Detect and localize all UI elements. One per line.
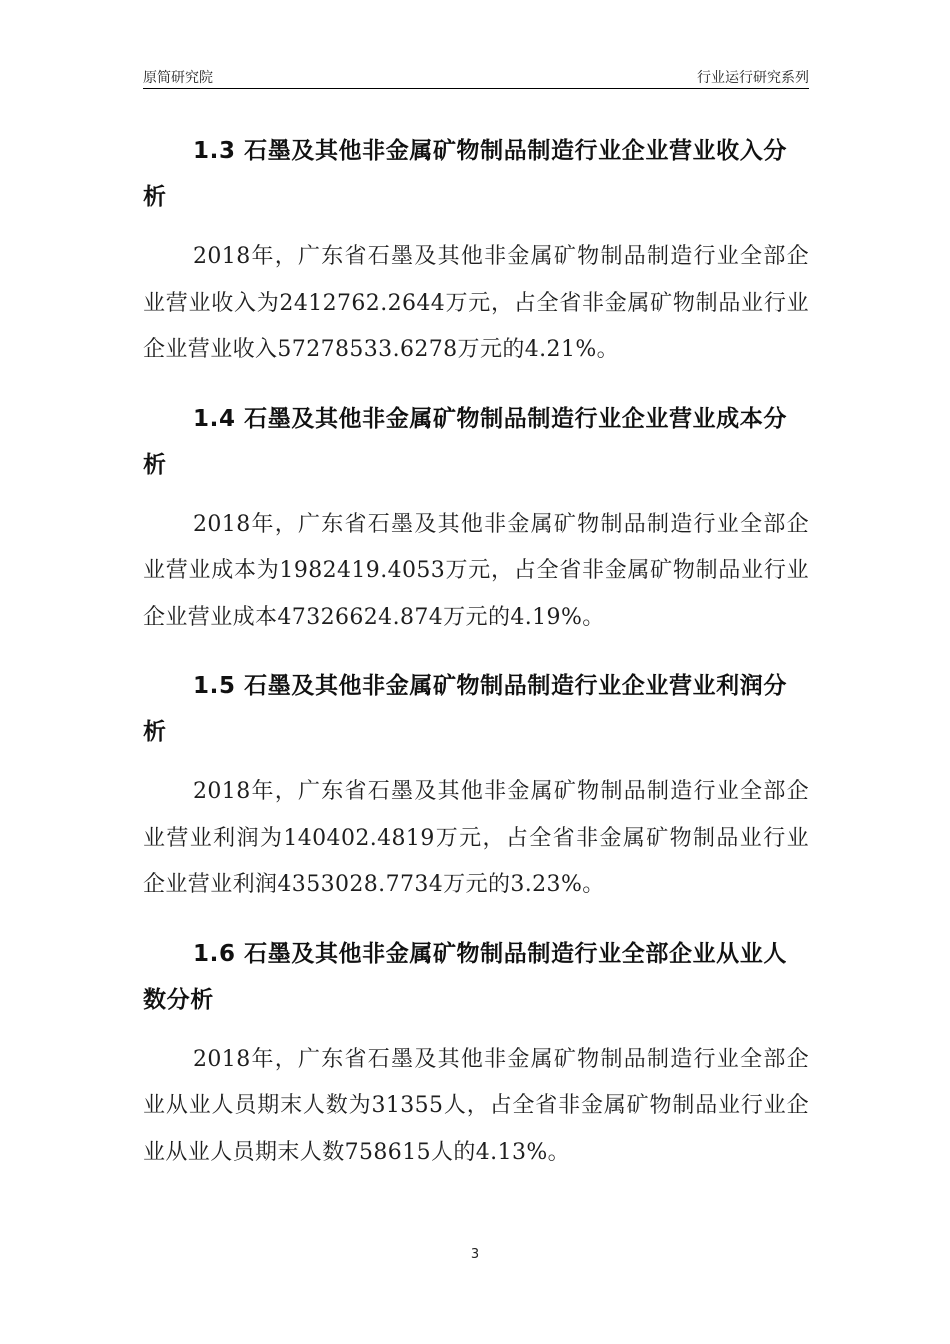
section-paragraph: 2018年，广东省石墨及其他非金属矿物制品制造行业全部企业营业收入为2412762.2644万元，占全省非金属矿物制品业行业企业营业收入57278533.6278万元的4.21%。 [143, 244, 809, 362]
header-series-title: 行业运行研究系列 [697, 70, 809, 86]
section-paragraph: 2018年，广东省石墨及其他非金属矿物制品制造行业全部企业从业人员期末人数为31355人，占全省非金属矿物制品业行业企业从业人员期末人数758615人的4.13%。 [143, 1046, 809, 1165]
section-heading: 1.4 石墨及其他非金属矿物制品制造行业企业营业成本分析 [143, 405, 787, 478]
section-heading: 1.6 石墨及其他非金属矿物制品制造行业全部企业从业人数分析 [143, 940, 787, 1013]
header-publisher: 原简研究院 [143, 70, 213, 86]
page-number: 3 [470, 1247, 480, 1262]
section-paragraph: 2018年，广东省石墨及其他非金属矿物制品制造行业全部企业营业利润为140402.4819万元，占全省非金属矿物制品业行业企业营业利润4353028.7734万元的3.23%。 [143, 779, 809, 897]
section-revenue [143, 128, 809, 374]
section-heading: 1.5 石墨及其他非金属矿物制品制造行业企业营业利润分析 [143, 673, 787, 745]
section-profit [143, 663, 809, 909]
document-body [143, 128, 809, 1198]
section-heading: 1.3 石墨及其他非金属矿物制品制造行业企业营业收入分析 [143, 138, 787, 210]
section-cost [143, 396, 809, 642]
section-employees [143, 931, 809, 1177]
page-header [143, 64, 809, 88]
header-divider [143, 88, 809, 89]
section-paragraph: 2018年，广东省石墨及其他非金属矿物制品制造行业全部企业营业成本为1982419.4053万元，占全省非金属矿物制品业行业企业营业成本47326624.874万元的4.19%。 [143, 511, 809, 630]
